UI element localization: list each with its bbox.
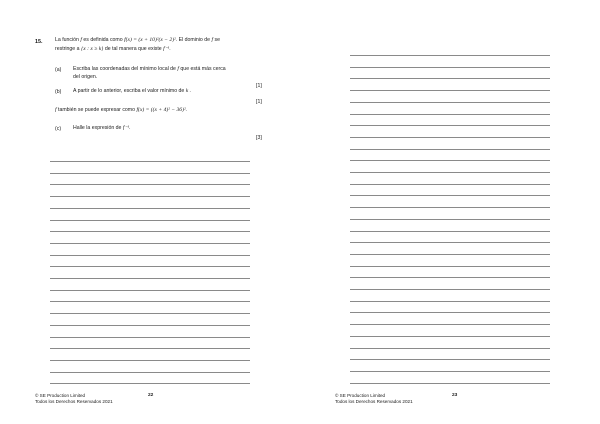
part-b-text: A partir de lo anterior, escriba el valor mínimo de k . bbox=[73, 88, 192, 94]
answer-line[interactable] bbox=[50, 208, 250, 209]
answer-line[interactable] bbox=[50, 173, 250, 174]
answer-line[interactable] bbox=[50, 196, 250, 197]
footer-copyright: © SE Production Limited bbox=[335, 393, 386, 398]
answer-line[interactable] bbox=[50, 266, 250, 267]
domain-set: {x : x ≥ k} bbox=[80, 46, 104, 52]
answer-line[interactable] bbox=[50, 325, 250, 326]
part-b-marks: [1] bbox=[256, 99, 262, 105]
answer-line[interactable] bbox=[350, 114, 550, 115]
answer-line[interactable] bbox=[350, 254, 550, 255]
part-b-label: (b) bbox=[55, 89, 62, 95]
answer-line[interactable] bbox=[350, 266, 550, 267]
answer-line[interactable] bbox=[50, 231, 250, 232]
alternate-form-statement: f también se puede expresar como f(x) = ((x + 4)² − 36)². bbox=[55, 107, 188, 113]
answer-line[interactable] bbox=[350, 160, 550, 161]
answer-line[interactable] bbox=[350, 289, 550, 290]
footer-copyright: © SE Production Limited bbox=[35, 393, 86, 398]
footer-left bbox=[35, 393, 113, 405]
answer-line[interactable] bbox=[50, 337, 250, 338]
answer-line[interactable] bbox=[350, 277, 550, 278]
page-number-right: 23 bbox=[452, 393, 458, 398]
answer-line[interactable] bbox=[50, 255, 250, 256]
answer-line[interactable] bbox=[50, 313, 250, 314]
part-c-text: Halle la expresión de f⁻¹. bbox=[73, 125, 131, 131]
answer-line[interactable] bbox=[50, 290, 250, 291]
answer-line[interactable] bbox=[50, 301, 250, 302]
answer-line[interactable] bbox=[350, 67, 550, 68]
answer-line[interactable] bbox=[50, 243, 250, 244]
answer-line[interactable] bbox=[350, 137, 550, 138]
footer-rights: Todos los Derechos Reservados 2021 bbox=[335, 399, 413, 404]
answer-line[interactable] bbox=[350, 383, 550, 384]
answer-line[interactable] bbox=[350, 301, 550, 302]
answer-line[interactable] bbox=[350, 371, 550, 372]
answer-line[interactable] bbox=[350, 336, 550, 337]
question-intro-line-2: restringe a {x : x ≥ k} de tal manera que existe f⁻¹. bbox=[55, 46, 171, 52]
answer-line[interactable] bbox=[350, 207, 550, 208]
answer-line[interactable] bbox=[350, 102, 550, 103]
right-page bbox=[300, 0, 600, 424]
answer-line[interactable] bbox=[350, 312, 550, 313]
answer-line[interactable] bbox=[50, 184, 250, 185]
answer-line[interactable] bbox=[350, 55, 550, 56]
question-intro-line-1: La función f es definida como f(x) = (x + 10)²(x − 2)². El dominio de f se bbox=[55, 37, 220, 43]
answer-line[interactable] bbox=[50, 278, 250, 279]
answer-line[interactable] bbox=[350, 125, 550, 126]
answer-line[interactable] bbox=[350, 172, 550, 173]
function-definition: f(x) = (x + 10)²(x − 2)². bbox=[124, 37, 178, 43]
answer-line[interactable] bbox=[50, 360, 250, 361]
answer-line[interactable] bbox=[350, 149, 550, 150]
part-a-marks: [1] bbox=[256, 83, 262, 89]
answer-line[interactable] bbox=[50, 372, 250, 373]
question-number: 15. bbox=[35, 39, 43, 45]
answer-line[interactable] bbox=[350, 242, 550, 243]
answer-line[interactable] bbox=[350, 78, 550, 79]
answer-line[interactable] bbox=[350, 231, 550, 232]
answer-line[interactable] bbox=[350, 348, 550, 349]
part-a-text-line-2: del origen. bbox=[73, 74, 98, 80]
part-a-label: (a) bbox=[55, 67, 62, 73]
answer-line[interactable] bbox=[50, 348, 250, 349]
answer-line[interactable] bbox=[50, 220, 250, 221]
part-c-marks: [3] bbox=[256, 135, 262, 141]
footer-right bbox=[335, 393, 413, 405]
answer-line[interactable] bbox=[350, 219, 550, 220]
answer-line[interactable] bbox=[350, 324, 550, 325]
answer-line[interactable] bbox=[350, 359, 550, 360]
answer-line[interactable] bbox=[350, 195, 550, 196]
footer-rights: Todos los Derechos Reservados 2021 bbox=[35, 399, 113, 404]
page-number-left: 22 bbox=[148, 393, 154, 398]
part-c-label: (c) bbox=[55, 126, 62, 132]
answer-line[interactable] bbox=[350, 184, 550, 185]
alternate-form-formula: f(x) = ((x + 4)² − 36)². bbox=[136, 107, 188, 113]
answer-line[interactable] bbox=[50, 383, 250, 384]
answer-line[interactable] bbox=[350, 90, 550, 91]
answer-line[interactable] bbox=[50, 161, 250, 162]
part-a-text-line-1: Escriba las coordenadas del mínimo local de f que está más cerca bbox=[73, 66, 226, 72]
